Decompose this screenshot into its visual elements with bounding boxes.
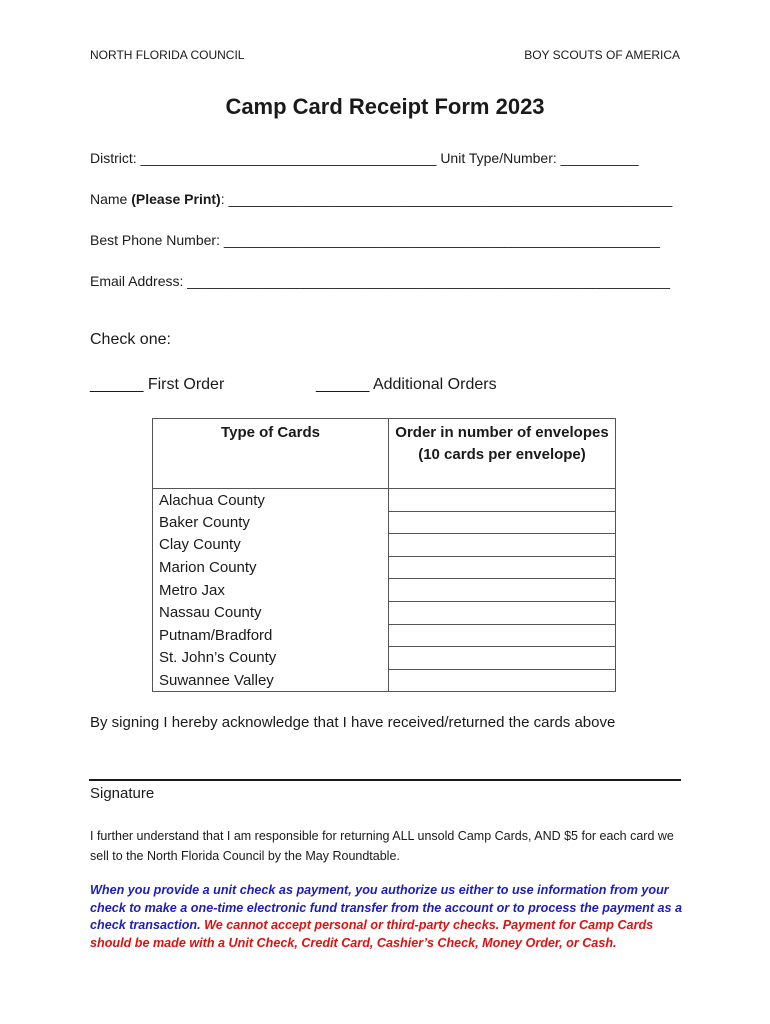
table-row [153, 556, 616, 579]
table-row [153, 579, 616, 602]
payment-restrictions-text: We cannot accept personal or third-party checks. Payment for Camp Cards should be made with a Unit Check, Credit Card, Cashier’s Check, Money Order, or Cash. [90, 918, 654, 950]
county-name: Clay County [153, 534, 389, 557]
acknowledgement-text: By signing I hereby acknowledge that I have received/returned the cards above [90, 714, 616, 731]
envelope-count-cell[interactable] [389, 556, 616, 579]
envelope-count-cell[interactable] [389, 579, 616, 602]
responsibility-text: I further understand that I am responsible for returning ALL unsold Camp Cards, AND $5 for each card we sell to the North Florida Council by the May Roundtable. [90, 829, 674, 863]
additional-orders-option[interactable]: ______ Additional Orders [316, 376, 497, 393]
table-row [153, 534, 616, 557]
header-organization: BOY SCOUTS OF AMERICA [524, 48, 680, 62]
envelope-count-cell[interactable] [389, 534, 616, 557]
header-order-envelopes: Order in number of envelopes (10 cards per envelope) [389, 419, 616, 489]
envelope-count-cell[interactable] [389, 647, 616, 670]
check-one-label: Check one: [90, 331, 171, 348]
table-row [153, 489, 616, 512]
name-label-suffix: : _________________________________________________________ [220, 191, 673, 207]
first-order-option[interactable]: ______ First Order [90, 376, 225, 393]
envelope-count-cell[interactable] [389, 489, 616, 512]
cards-table [152, 418, 616, 692]
table-row [153, 511, 616, 534]
name-label-prefix: Name [90, 191, 132, 207]
envelope-count-cell[interactable] [389, 624, 616, 647]
header-council: NORTH FLORIDA COUNCIL [90, 48, 245, 62]
table-row [153, 647, 616, 670]
envelope-count-cell[interactable] [389, 601, 616, 624]
table-row [153, 669, 616, 692]
signature-label: Signature [90, 785, 155, 802]
county-name: Alachua County [153, 489, 389, 512]
table-header-row [153, 419, 616, 489]
payment-authorization-text: When you provide a unit check as payment, you authorize us either to use information from your check to make a one-time electronic fund transfer from the account or to process the payment as a check transaction. [90, 883, 683, 933]
district-unit-field[interactable]: District: ______________________________________ Unit Type/Number: __________ [90, 150, 639, 166]
table-row [153, 624, 616, 647]
envelope-count-cell[interactable] [389, 511, 616, 534]
county-name: Baker County [153, 511, 389, 534]
county-name: Putnam/Bradford [153, 624, 389, 647]
county-name: St. John’s County [153, 647, 389, 670]
county-name: Nassau County [153, 601, 389, 624]
county-name: Suwannee Valley [153, 669, 389, 692]
county-name: Marion County [153, 556, 389, 579]
signature-line[interactable] [89, 779, 681, 781]
county-name: Metro Jax [153, 579, 389, 602]
payment-legal-notice [90, 882, 690, 952]
email-field[interactable]: Email Address: ______________________________________________________________ [90, 273, 671, 289]
name-field[interactable] [90, 191, 672, 207]
header-type-of-cards: Type of Cards [153, 419, 389, 489]
form-title: Camp Card Receipt Form 2023 [225, 94, 545, 119]
table-row [153, 601, 616, 624]
name-label-bold: (Please Print) [131, 191, 221, 207]
phone-field[interactable]: Best Phone Number: ________________________________________________________ [90, 232, 660, 248]
envelope-count-cell[interactable] [389, 669, 616, 692]
